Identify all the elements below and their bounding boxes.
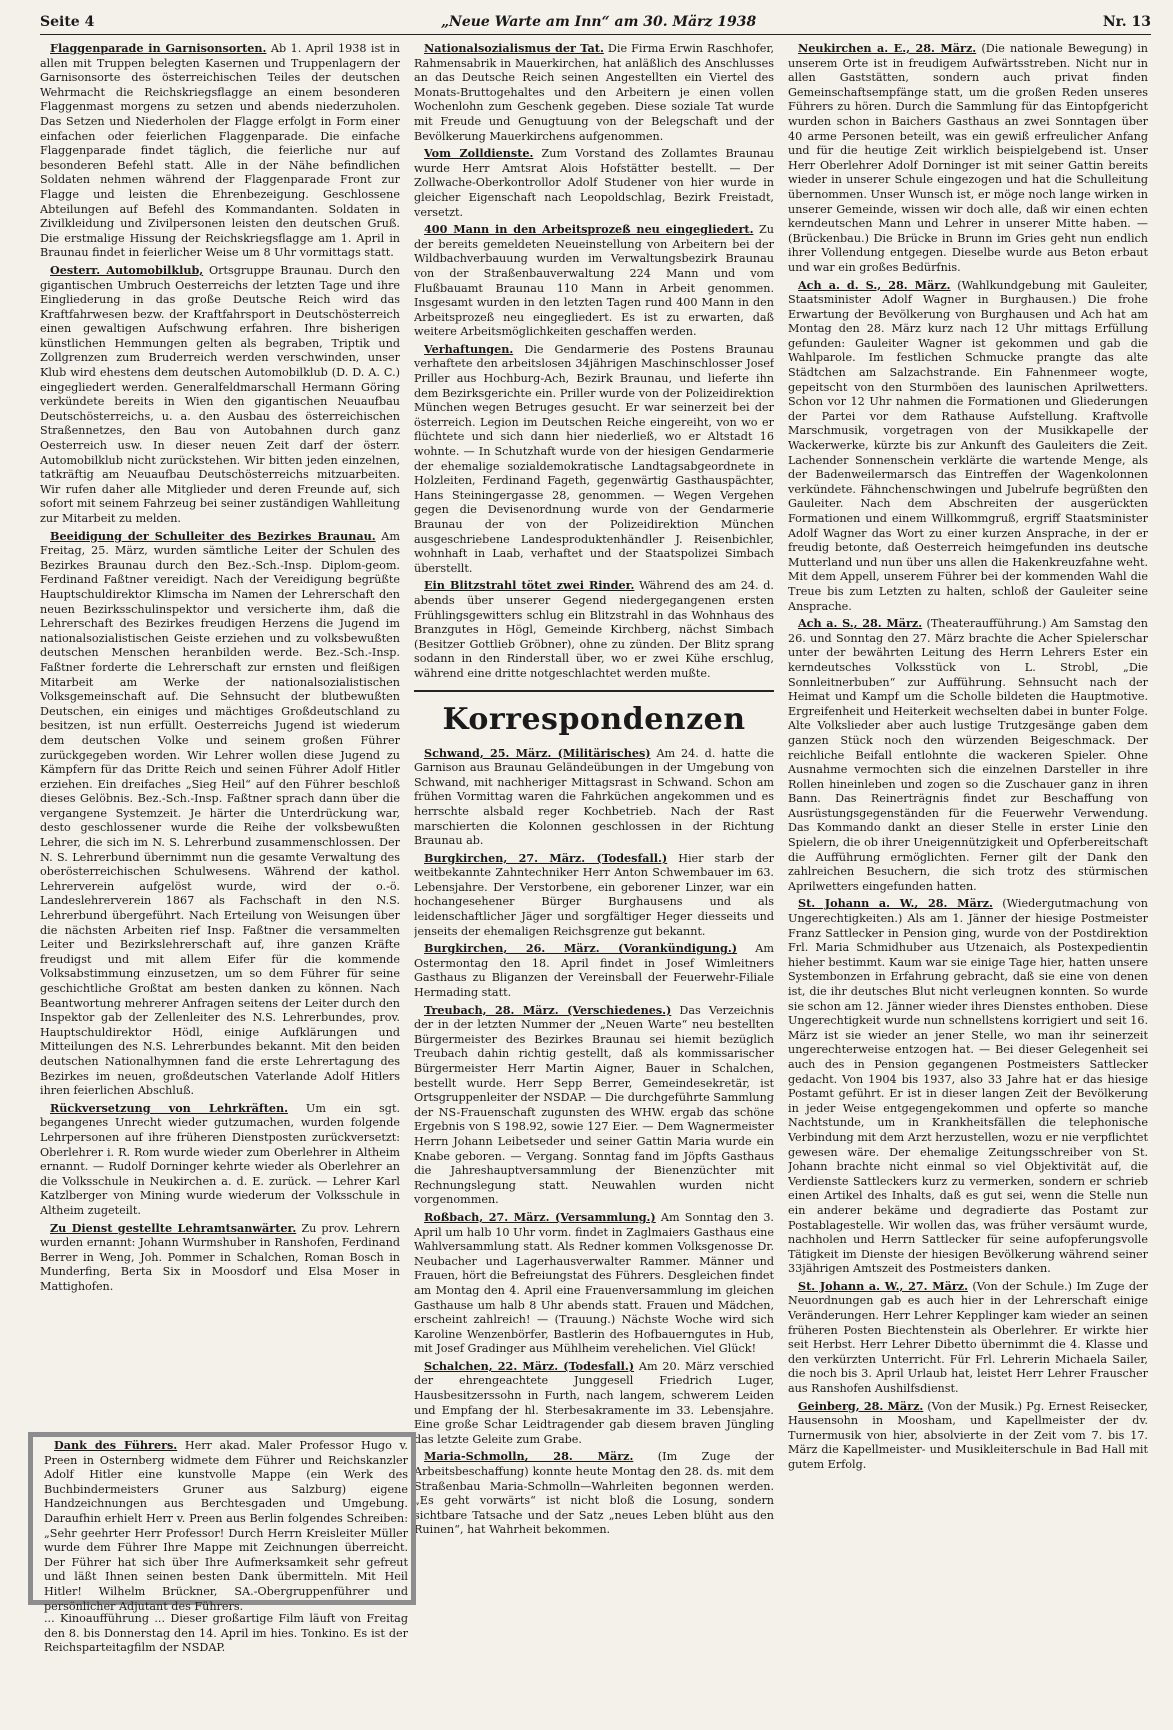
article-head: Verhaftungen.: [424, 341, 514, 356]
article: [414, 1003, 774, 1208]
article-head: Ach a. S., 28. März.: [798, 616, 923, 631]
article-text: (Theateraufführung.) Am Samstag den 26. und Sonntag den 27. März brachte die Acher Spielerschar unter der bewährten Leitung des Herrn Lehrers Ester ein kerndeutsches Volksstück von L. Strobl, „Die Sonnleitnerbuben“ zur Aufführung. Sehnsucht nach der Heimat und Kampf um die Scholle bildeten die Hauptmotive. Ergreifenheit und Heiterkeit wechselten dabei in bunter Folge. Alte Volkslieder aber auch lustige Trutzgesänge gaben dem ganzen Stück noch den würzenden Beigeschmack. Der reichliche Beifall entlohnte die wackeren Spieler. Ohne Ausnahme vermochten sich die einzelnen Darsteller in ihre Rollen hineinleben und zogen so die Zuschauer ganz in ihren Bann. Das Reinerträgnis findet zur Beschaffung von Ausrüstungsgegenständen für die Feuerwehr Verwendung. Das Kommando dankt an dieser Stelle in erster Linie den Spielern, die ob ihrer Uneigennützigkeit und Opferbereitschaft die Aufführung ermöglichten. Ferner gilt der Dank den zahlreichen Besuchern, die sich trotz des stürmischen Aprilwetters eingefunden hatten.: [788, 617, 1148, 893]
article-head: Nationalsozialismus der Tat.: [424, 41, 604, 55]
article-head: Geinberg, 28. März.: [798, 1398, 924, 1413]
article: [414, 1210, 774, 1357]
article-head: Neukirchen a. E., 28. März.: [798, 41, 977, 55]
article-text: (Von der Schule.) Im Zuge der Neuordnungen gab es auch hier in der Lehrerschaft einige Veränderungen. Herr Lehrer Kepplinger kam wieder an seinen früheren Posten Biechtenstein als Oberlehrer. Er wirkte hier seit Herbst. Herr Lehrer Dibetto übernimmt die 4. Klasse und den verkürzten Unterricht. Für Frl. Lehrerin Michaela Sailer, die noch bis 3. April Urlaub hat, leistet Herr Lehrer Frauscher aus Ranshofen Aushilfsdienst.: [788, 1279, 1148, 1396]
article-text: Hier starb der weitbekannte Zahntechniker Herr Anton Schwembauer im 63. Lebensjahre. Der Verstorbene, ein geborener Linzer, war ein hochangesehener Bürger Burghausens und als leidenschaftlicher Jäger und sorgfältiger Heger diesseits und jenseits der ehemaligen Reichsgrenze gut bekannt.: [414, 851, 774, 938]
column-2: [414, 41, 774, 1540]
article-head: Roßbach, 27. März. (Versammlung.): [424, 1209, 656, 1224]
column-3: [788, 41, 1148, 1540]
article-head: Treubach, 28. März. (Verschiedenes.): [424, 1002, 672, 1017]
column-2-top: [414, 41, 774, 682]
article: [788, 41, 1148, 276]
article: [40, 263, 400, 527]
article-text: Das Verzeichnis der in der letzten Nummer der „Neuen Warte“ neu bestellten Bürgermeister des Bezirkes Braunau sei hiemit bezüglich Treubach dahin richtig gestellt, daß als kommissarischer Bürgermeister Herr Martin Aigner, Bauer in Schalchen, bestellt wurde. Herr Sepp Berrer, Gemeindesekretär, ist Ortsgruppenleiter der NSDAP. — Die durchgeführte Sammlung der NS-Frauenschaft zugunsten des WHW. ergab das schöne Ergebnis von S 198.92, sowie 127 Eier. — Dem Wagnermeister Herrn Johann Leibetseder und seiner Gattin Maria wurde ein Knabe geboren. — Vergang. Sonntag fand im Jöpfts Gasthaus die Jahreshauptversammlung der Bienenzüchter mit Rechnungslegung statt. Neuwahlen wurden nicht vorgenommen.: [414, 1003, 774, 1207]
article: [40, 529, 400, 1099]
article-head: Maria-Schmolln, 28. März.: [424, 1449, 634, 1464]
section-divider: [414, 690, 774, 692]
article: [40, 41, 400, 261]
article: [40, 1101, 400, 1219]
article: [414, 1359, 774, 1448]
article-head: Oesterr. Automobilklub,: [50, 262, 204, 277]
article-text: Ab 1. April 1938 ist in allen mit Truppen belegten Kasernen und Truppenlagern der Garnisonsorte des österreichischen Teiles der deutschen Wehrmacht die Reichskriegsflagge an einem besonderen Flaggenmast morgens zu setzen und abends niederzuholen. Das Setzen und Niederholen der Flagge erfolgt in Form einer einfachen oder feierlichen Flaggenparade. Die einfache Flaggenparade findet täglich, die feierliche nur auf besonderen Befehl statt. Alle in der Nähe befindlichen Soldaten nehmen während der Flaggenparade Front zur Flagge und leisten die Ehrenbezeigung. Geschlossene Abteilungen auf Befehl des Kommandanten. Soldaten in Zivilkleidung und Zivilpersonen leisten den deutschen Gruß. Die erstmalige Hissung der Reichskriegsflagge am 1. April in Braunau findet in feierlicher Weise um 8 Uhr vormittags statt.: [40, 42, 400, 260]
article-text: Am Freitag, 25. März, wurden sämtliche Leiter der Schulen des Bezirkes Braunau durch den Bez.-Sch.-Insp. Diplom-geom. Ferdinand Faßtner vereidigt. Nach der Vereidigung begrüßte Hauptschuldirektor Klimscha im Namen der Lehrerschaft den neuen Bezirksschulinspektor und versicherte ihm, daß die Lehrerschaft des Bezirkes freudigen Herzens die Jugend im nationalsozialistischen Geiste erziehen und zu volksbewußten deutschen Menschen heranbilden werde. Bez.-Sch.-Insp. Faßtner forderte die Lehrerschaft zur ernsten und fleißigen Mitarbeit am Werke der nationalsozialistischen Volksgemeinschaft auf. Die Sehnsucht der blutbewußten Deutschen, ein einiges und mächtiges Großdeutschland zu besitzen, ist nun erfüllt. Oesterreichs Jugend ist wiederum dem deutschen Volke und seinem großen Führer zurückgegeben worden. Wir Lehrer wollen diese Jugend zu Kämpfern für das Dritte Reich und seinen Führer Adolf Hitler erziehen. Ein dreifaches „Sieg Heil“ auf den Führer beschloß dieses Gelöbnis. Bez.-Sch.-Insp. Faßtner sprach dann über die vergangene Systemzeit. Je härter die Unterdrückung war, desto geschlossener wurde die Reihe der volksbewußten Lehrer, die sich im N. S. Lehrerbund zusammenschlossen. Der N. S. Lehrerbund übernimmt nun die gesamte Verwaltung des oberösterreichischen Schulwesens. Während der kathol. Lehrerverein aufgelöst wurde, wird der o.-ö. Landeslehrerverein 1867 als Fachschaft in den N.S. Lehrerbund übergeführt. Nach Erteilung von Weisungen über die nächsten Arbeiten rief Insp. Faßtner die versammelten Leiter und Bezirkslehrerschaft auf, ihre ganzen Kräfte freudigst und mit allem Eifer für die kommende Volksabstimmung einzusetzen, um so dem Führer für seine geschichtliche Großtat am besten danken zu können. Nach Beantwortung mehrerer Anfragen seitens der Leiter durch den Inspektor gab der Zellenleiter des N.S. Lehrerbundes, prov. Hauptschuldirektor Hödl, einige Aufklärungen und Mitteilungen des N.S. Lehrerbundes bekannt. Mit den beiden deutschen Nationalhymnen fand die erste Lehrertagung des Bezirkes im neuen, großdeutschen Vaterlande Adolf Hitlers ihren feierlichen Abschluß.: [40, 529, 400, 1098]
article: [788, 278, 1148, 615]
article-head: Rückversetzung von Lehrkräften.: [50, 1100, 289, 1115]
article-head: Ein Blitzstrahl tötet zwei Rinder.: [424, 578, 635, 593]
article-text: (Im Zuge der Arbeitsbeschaffung) konnte heute Montag den 28. ds. mit dem Straßenbau Maria-Schmolln—Wahrleiten begonnen werden. „Es geht vorwärts“ ist nicht bloß die Losung, sondern sichtbare Tatsache und der Satz „neues Leben blüht aus den Ruinen“, hat Wahrheit bekommen.: [414, 1450, 774, 1537]
article-head: Flaggenparade in Garnisonsorten.: [50, 41, 267, 55]
article: [414, 578, 774, 681]
issue-number: Nr. 13: [1102, 14, 1151, 30]
article-head: St. Johann a. W., 28. März.: [798, 896, 993, 911]
article-head: Ach a. d. S., 28. März.: [798, 277, 951, 292]
article-text: (Wiedergutmachung von Ungerechtigkeiten.) Als am 1. Jänner der hiesige Postmeister Franz Sattlecker in Pension ging, wurde von der Postdirektion Frl. Maria Schmidhuber aus Utzenaich, als Postexpedientin hieher bestimmt. Kaum war sie einige Tage hier, hatten unsere Systembonzen in Erfahrung gebracht, daß sie eine von denen ist, die ihr deutsches Blut nicht verleugnen konnten. So wurde sie schon am 12. Jänner wieder ihres Dienstes enthoben. Diese Ungerechtigkeit wurde nun schnellstens korrigiert und seit 16. März ist sie wieder an jener Stelle, wo man ihr seinerzeit ungerechterweise entzogen hat. — Bei dieser Gelegenheit sei auch des in Pension gegangenen Postmeisters Sattlecker gedacht. Von 1904 bis 1937, also 33 Jahre hat er das hiesige Postamt geführt. Er ist in dieser langen Zeit der Bevölkerung in jeder Weise entgegengekommen und opferte so manche Nachtstunde, um in Krankheitsfällen die telephonische Verbindung mit dem Arzt herzustellen, wozu er nie verpflichtet gewesen wäre. Der ehemalige Zeitungsschreiber von St. Johann brachte nicht einmal so viel Objektivität auf, die Verdienste Sattleckers kurz zu vermerken, sondern er schrieb einen Artikel des Inhalts, daß es gut sei, wenn die Stelle nun ein anderer bekäme und degradierte das Postamt zur Postablagestelle. Wir wollen das, was früher versäumt wurde, nachholen und Herrn Sattlecker für seine aufopferungsvolle Tätigkeit im Dienste der hiesigen Bevölkerung während seiner 33jährigen Amtszeit des Postmeisters danken.: [788, 897, 1148, 1276]
column-2-bottom: [414, 746, 774, 1538]
masthead-date: „Neue Warte am Inn“ am 30. März 1938: [440, 14, 757, 30]
highlighted-article-head: Dank des Führers.: [54, 1438, 178, 1452]
article-text: Ortsgruppe Braunau. Durch den gigantischen Umbruch Oesterreichs der letzten Tage und ihre Eingliederung in das große Deutsche Reich wird das Kraftfahrwesen bezw. der Kraftfahrsport in Deutschösterreich einen gewaltigen Aufschwung erfahren. Ihre bisherigen künstlichen Hemmungen gelten als begraben, Triptik und Zollgrenzen zum Bruderreich werden verschwinden, unser Klub wird ehestens dem deutschen Automobilklub (D. D. A. C.) eingegliedert werden. Generalfeldmarschall Hermann Göring verkündete bereits in Wien den gigantischen Neuaufbau Deutschösterreichs, u. a. den Ausbau des österreichischen Straßennetzes, den Bau von Autobahnen durch ganz Oesterreich usw. In dieser neuen Zeit darf der österr. Automobilklub nicht zurückstehen. Wir bitten jeden einzelnen, tatkräftig am Neuaufbau Deutschösterreichs mitzuarbeiten. Wir rufen daher alle Mitglieder und deren Freunde auf, sich sofort mit seinem Fahrzeug bei seiner zuständigen Wahlleitung zur Mitarbeit zu melden.: [40, 263, 400, 525]
article-text: Um ein sgt. begangenes Unrecht wieder gutzumachen, wurden folgende Lehrpersonen auf ihre früheren Dienstposten zurückversetzt: Oberlehrer i. R. Rom wurde wieder zum Oberlehrer in Altheim ernannt. — Rudolf Dorninger kehrte wieder als Oberlehrer an die Volksschule in Neukirchen a. d. E. zurück. — Lehrer Karl Katzlberger von Mining wurde wiederum der Volksschule in Altheim zugeteilt.: [40, 1101, 400, 1217]
highlighted-article-text: Herr akad. Maler Professor Hugo v. Preen in Osternberg widmete dem Führer und Reichskanzler Adolf Hitler eine kunstvolle Mappe (ein Werk des Buchbindermeisters Gruner aus Salzburg) eigene Handzeichnungen aus Berchtesgaden und Umgebung. Daraufhin erhielt Herr v. Preen aus Berlin folgendes Schreiben: „Sehr geehrter Herr Professor! Durch Herrn Kreisleiter Müller wurde dem Führer Ihre Mappe mit Zeichnungen überreicht. Der Führer hat sich über Ihre Aufmerksamkeit sehr gefreut und läßt Ihnen seinen besten Dank übermitteln. Mit Heil Hitler! Wilhelm Brückner, SA.-Obergruppenführer und persönlicher Adjutant des Führers.: [44, 1439, 408, 1613]
article-head: Burgkirchen, 27. März. (Todesfall.): [424, 850, 668, 865]
article-text: Am 20. März verschied der ehrengeachtete Junggesell Friedrich Luger, Hausbesitzerssohn in Furth, nach langem, schwerem Leiden und Empfang der hl. Sterbesakramente im 33. Lebensjahre. Eine große Schar Leidtragender gab diesem braven Jüngling das letzte Geleite zum Grabe.: [414, 1359, 774, 1446]
article-head: Schwand, 25. März. (Militärisches): [424, 745, 651, 760]
article-text: (Die nationale Bewegung) in unserem Orte ist in freudigem Aufwärtsstreben. Nicht nur in allen Gaststätten, sondern auch privat finden Gemeinschaftsempfänge statt, um die großen Reden unseres Führers zu hören. Durch die Sammlung für das Eintopfgericht wurden schon in Baichers Gasthaus an zwei Sonntagen über 40 arme Personen beteilt, was ein gewiß erfreulicher Anfang und für die heutige Zeit wirklich beispielgebend ist. Unser Herr Oberlehrer Adolf Dorninger ist mit seiner Gattin bereits wieder in unserer Schule eingezogen und hat die Schulleitung übernommen. Unser Wunsch ist, er möge noch lange wirken in unserer Gemeinde, wissen wir doch alle, daß wir einen echten kerndeutschen Mann und Lehrer in unserer Mitte haben. — (Brückenbau.) Die Brücke in Brunn im Gries geht nun endlich ihrer Vollendung entgegen. Dieselbe wurde aus Beton erbaut und war ein großes Bedürfnis.: [788, 42, 1148, 274]
page-label: Seite 4: [40, 14, 95, 30]
section-heading: Korrespondenzen: [442, 701, 746, 737]
article: [788, 896, 1148, 1276]
article-text: Am Ostermontag den 18. April findet in Josef Wimleitners Gasthaus zu Bliganzen der Vereinsball der Feuerwehr-Filiale Hermading statt.: [414, 942, 774, 1000]
article: [414, 851, 774, 940]
article: [414, 41, 774, 144]
article-head: St. Johann a. W., 27. März.: [798, 1278, 968, 1293]
highlighted-article: [44, 1438, 408, 1616]
column-1: [40, 41, 400, 1451]
columns: [40, 41, 1151, 1540]
article-head: Zu Dienst gestellte Lehramtsanwärter.: [50, 1220, 297, 1235]
column-1-tail: ... Kinoaufführung ... Dieser großartige Film läuft von Freitag den 8. bis Donnerstag den 14. April im hies. Tonkino. Es ist der Reichsparteitagfilm der NSDAP.: [44, 1612, 408, 1655]
article: [414, 342, 774, 577]
page-header: [40, 14, 1151, 35]
article-text: Während des am 24. d. abends über unserer Gegend niedergegangenen ersten Frühlingsgewitters schlug ein Blitzstrahl in das Wohnhaus des Branzgutes in Högl, Gemeinde Kirchberg, nächst Simbach (Besitzer Gottlieb Gröbner), ohne zu zünden. Der Blitz sprang sodann in den Rinderstall über, wo er zwei Kühe erschlug, während eine dritte notgeschlachtet werden mußte.: [414, 579, 774, 680]
article-head: Vom Zolldienste.: [424, 146, 534, 161]
article: [414, 222, 774, 340]
article-head: Schalchen, 22. März. (Todesfall.): [424, 1358, 635, 1373]
article: [414, 746, 774, 849]
article-head: Burgkirchen, 26. März. (Vorankündigung.): [424, 941, 738, 956]
article-text: Zu prov. Lehrern wurden ernannt: Johann Wurmshuber in Ranshofen, Ferdinand Berrer in Weng, Joh. Pommer in Schalchen, Roman Bosch in Munderfing, Berta Six in Moosdorf und Elsa Moser in Mattighofen.: [40, 1221, 400, 1293]
article-text: Die Gendarmerie des Postens Braunau verhaftete den arbeitslosen 34jährigen Maschinschlosser Josef Priller aus Hochburg-Ach, Bezirk Braunau, und lieferte ihn dem Bezirksgerichte ein. Priller wurde von der Polizeidirektion München wegen Betruges gesucht. Er war seinerzeit bei der österreich. Legion im Deutschen Reiche eingereiht, von wo er flüchtete und sich dann hier niederließ, wo er Altstadt 16 wohnte. — In Schutzhaft wurde von der hiesigen Gendarmerie der ehemalige sozialdemokratische Landtagsabgeordnete in Holzleiten, Ferdinand Fageth, gegenwärtig Gasthauspächter, Hans Steiningergasse 28, genommen. — Wegen Vergehen gegen die Devisenordnung wurde von der Gendarmerie Braunau der von der Polizeidirektion München ausgeschriebene Landesproduktenhändler J. Reisenbichler, wohnhaft in Laab, verhaftet und der Staatspolizei Simbach überstellt.: [414, 342, 774, 575]
article-text: Am Sonntag den 3. April um halb 10 Uhr vorm. findet in Zaglmaiers Gasthaus eine Wahlversammlung statt. Als Redner kommen Volksgenosse Dr. Neubacher und Lagerhausverwalter Rammer. Männer und Frauen, hört die Befreiungstat des Führers. Desgleichen findet am Montag den 4. April eine Frauenversammlung im gleichen Gasthause um halb 8 Uhr abends statt. Frauen und Mädchen, erscheint zahlreich! — (Trauung.) Nächste Woche wird sich Karoline Wenzenbörfer, Bastlerin des Hofbauerngutes in Hub, mit Josef Gradinger aus Mühlheim verehelichen. Viel Glück!: [414, 1210, 774, 1356]
article: [788, 1279, 1148, 1397]
article-head: 400 Mann in den Arbeitsprozeß neu eingegliedert.: [424, 222, 754, 237]
article: [788, 1399, 1148, 1473]
article: [788, 616, 1148, 894]
article-head: Beeidigung der Schulleiter des Bezirkes Braunau.: [50, 528, 376, 543]
article: [414, 146, 774, 220]
article-text: Zu der bereits gemeldeten Neueinstellung von Arbeitern bei der Wildbachverbauung wurden im Verwaltungsbezirk Braunau von der Straßenbauverwaltung 224 Mann und vom Flußbauamt Braunau 110 Mann in Arbeit genommen. Insgesamt wurden in den letzten Tagen rund 400 Mann in den Arbeitsprozeß neu eingegliedert. Es ist zu erwarten, daß weitere Arbeitsmöglichkeiten geschaffen werden.: [414, 223, 774, 339]
article-text: Zum Vorstand des Zollamtes Braunau wurde Herr Amtsrat Alois Hofstätter bestellt. — Der Zollwache-Oberkontrollor Adolf Studener von hier wurde in gleicher Eigenschaft nach Leopoldschlag, Bezirk Freistadt, versetzt.: [414, 147, 774, 219]
article: [414, 1449, 774, 1538]
article: [414, 941, 774, 1000]
article-text: (Wahlkundgebung mit Gauleiter, Staatsminister Adolf Wagner in Burghausen.) Die frohe Erwartung der Bevölkerung von Burghausen und Ach hat am Montag den 28. März kurz nach 12 Uhr mittags Erfüllung gefunden: Gauleiter Wagner ist gekommen und gab die Wahlparole. Im festlichen Schmucke prangte das alte Städtchen am Salzachstrande. Ein Fahnenmeer wogte, gepeitscht von den Sturmböen des launischen Aprilwetters. Schon vor 12 Uhr nahmen die Formationen und Gliederungen der Partei vor dem Rathause Aufstellung. Kraftvolle Marschmusik, vorgetragen von der Musikkapelle der Wackerwerke, kürzte bis zur Ankunft des Gauleiters die Zeit. Lachender Sonnenschein verklärte die wartende Menge, als der Badenweilermarsch das Eintreffen der Wagenkolonnen verkündete. Fähnchenschwingen und Jubelrufe begrüßten den Gauleiter. Nach dem Abschreiten der ausgerückten Formationen und einem Willkommgruß, ergriff Staatsminister Adolf Wagner das Wort zu einer kurzen Ansprache, in der er freudig betonte, daß Oesterreich heimgefunden ins deutsche Mutterland und nun über uns allen die Hakenkreuzfahne weht. Mit dem Appell, unserem Führer bei der kommenden Wahl die Treue bis zum Letzten zu halten, schloß der Gauleiter seine Ansprache.: [788, 278, 1148, 613]
article-text: (Von der Musik.) Pg. Ernest Reisecker, Hausensohn in Moosham, und Kapellmeister der dv. Turnermusik von hier, absolvierte in der Zeit vom 7. bis 17. März die Kapellmeister- und Musikleiterschule in Bad Hall mit gutem Erfolg.: [788, 1399, 1148, 1471]
article-text: Am 24. d. hatte die Garnison aus Braunau Geländeübungen in der Umgebung von Schwand, mit nachheriger Mittagsrast in Schwand. Schon am frühen Vormittag waren die Fahrküchen angekommen und es herrschte alsbald reger Kochbetrieb. Nach der Rast marschierten die Kolonnen geschlossen in der Richtung Braunau ab.: [414, 746, 774, 848]
article: [40, 1221, 400, 1295]
article-text: Die Firma Erwin Raschhofer, Rahmensabrik in Mauerkirchen, hat anläßlich des Anschlusses an das Deutsche Reich seinen Angestellten ein Viertel des Monats-Bruttogehaltes und den Arbeitern je einen vollen Wochenlohn zum Geschenk gegeben. Diese soziale Tat wurde mit Freude und Genugtuung von der Belegschaft und der Bevölkerung Mauerkirchens aufgenommen.: [414, 42, 774, 143]
